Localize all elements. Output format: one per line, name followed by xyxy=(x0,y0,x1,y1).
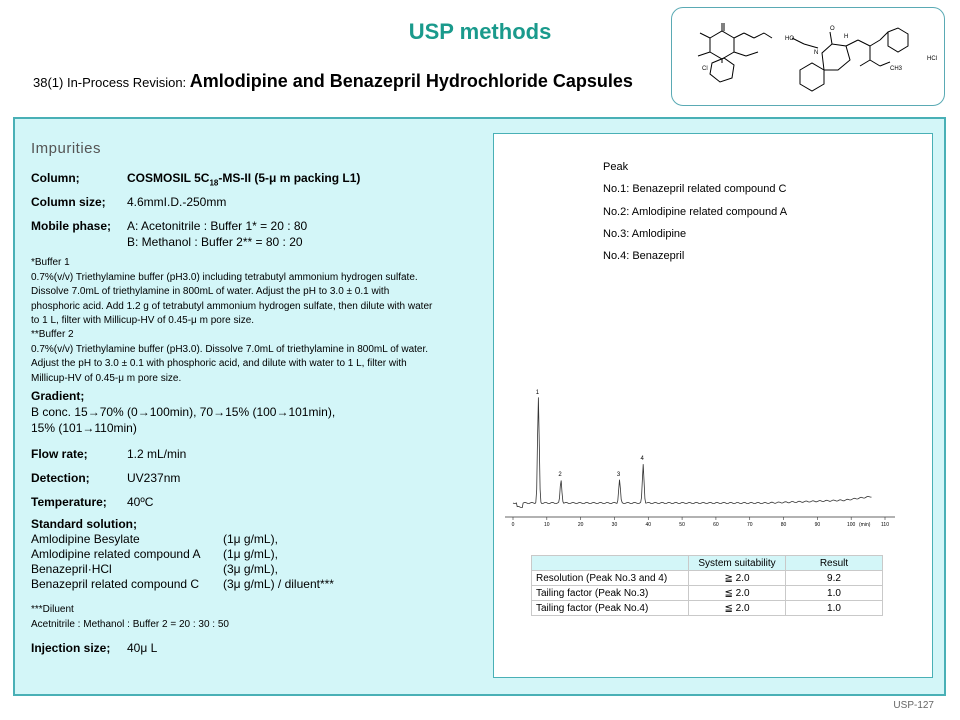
structure-label-o: O xyxy=(830,26,835,32)
chromatogram-chart xyxy=(505,375,905,530)
buffer2-line: Adjust the pH to 3.0 ± 0.1 with phosphoric acid, and dilute with water to 1 L, filter with xyxy=(31,358,407,369)
table-cell: Tailing factor (Peak No.4) xyxy=(532,601,689,616)
standard-item: Benazepril·HCl (3μ g/mL), xyxy=(31,562,278,576)
table-header-cell: Result xyxy=(786,556,883,571)
x-tick-label: 100 xyxy=(847,522,856,528)
standard-item: Benazepril related compound C (3μ g/mL) / diluent*** xyxy=(31,577,334,591)
page-subtitle xyxy=(33,71,633,92)
buffer2-line: 0.7%(v/v) Triethylamine buffer (pH3.0). Dissolve 7.0mL of triethylamine in 800mL of water. xyxy=(31,343,429,355)
x-tick-label: 0 xyxy=(511,522,515,528)
temperature-label: Temperature; xyxy=(31,495,107,509)
column-size-row xyxy=(31,193,226,211)
flow-rate-label: Flow rate; xyxy=(31,447,88,461)
chemical-structure-box xyxy=(671,7,945,106)
peak-legend-item: No.3: Amlodipine xyxy=(603,228,687,240)
peak-legend-item: No.4: Benazepril xyxy=(603,250,685,262)
x-tick-label: 90 xyxy=(814,522,821,528)
column-row xyxy=(31,169,360,187)
table-row xyxy=(532,601,883,616)
x-axis-label: (min) xyxy=(859,522,871,528)
x-tick-label: 30 xyxy=(611,522,618,528)
x-tick-label: 110 xyxy=(881,522,889,528)
table-cell: ≧ 2.0 xyxy=(689,571,786,586)
buffer1-block xyxy=(31,256,432,329)
gradient-label: Gradient; xyxy=(31,389,85,403)
peak-legend-item: No.1: Benazepril related compound C xyxy=(603,183,787,195)
peak-label: 3 xyxy=(616,471,621,478)
table-cell: Tailing factor (Peak No.3) xyxy=(532,586,689,601)
page-title: USP methods xyxy=(408,19,552,44)
structure-label-h: H xyxy=(844,34,849,40)
peak-label: 1 xyxy=(535,390,540,396)
detection-value: UV237nm xyxy=(127,471,181,485)
table-header-cell xyxy=(532,556,689,571)
column-value: COSMOSIL $5C_{18}-MS-II$ (5-μ m packing L1) xyxy=(127,171,361,188)
subtitle-main: Amlodipine and Benazepril Hydrochloride Capsules xyxy=(189,71,633,91)
temperature-row xyxy=(31,493,153,511)
x-tick-label: 70 xyxy=(746,522,753,528)
structure-label-hcl: HCl xyxy=(927,56,937,62)
gradient-line: 15% (101→110min) xyxy=(31,421,137,435)
mobile-phase-label: Mobile phase; xyxy=(31,219,112,233)
injection-row xyxy=(31,639,157,657)
column-size-value: 4.6mmI.D.-250mm xyxy=(127,195,227,209)
x-tick-label: 20 xyxy=(577,522,584,528)
x-tick-label: 10 xyxy=(544,522,550,528)
table-cell: 1.0 xyxy=(786,586,883,601)
diluent-title: ***Diluent xyxy=(31,604,74,615)
detection-label: Detection; xyxy=(31,471,90,485)
detection-row xyxy=(31,469,180,487)
diluent-value: Acetnitrile : Methanol : Buffer 2 = 20 : 30 : 50 xyxy=(31,618,229,630)
standard-item: Amlodipine Besylate (1μ g/mL), xyxy=(31,532,278,546)
mobile-phase-a: A: Acetonitrile : Buffer 1* = 20 : 80 xyxy=(127,219,308,233)
buffer2-title: **Buffer 2 xyxy=(31,329,74,340)
injection-value: 40μ L xyxy=(127,641,158,655)
table-row xyxy=(532,571,883,586)
buffer1-line: phosphoric acid. Add 1.2 g of tetrabutyl ammonium hydrogen sulfate, then dilute with water xyxy=(31,300,433,312)
column-size-label: Column size; xyxy=(31,195,106,209)
table-header-cell: System suitability xyxy=(689,556,786,571)
gradient-line: B conc. 15→70% (0→100min), 70→15% (100→101min), xyxy=(31,405,336,419)
temperature-value: 40ºC xyxy=(127,495,154,509)
standard-solution-block xyxy=(31,517,334,591)
buffer1-line: 0.7%(v/v) Triethylamine buffer (pH3.0) including tetrabutyl ammonium hydrogen sulfate. xyxy=(31,271,418,283)
chromatogram-trace xyxy=(513,397,872,507)
table-cell: Resolution (Peak No.3 and 4) xyxy=(532,571,689,586)
mobile-phase-b: B: Methanol : Buffer 2** = 80 : 20 xyxy=(127,235,303,249)
gradient-block xyxy=(31,389,335,435)
x-tick-label: 50 xyxy=(679,522,685,528)
peak-label: 2 xyxy=(558,471,562,478)
diluent-block xyxy=(31,603,229,632)
peak-legend-item: No.2: Amlodipine related compound A xyxy=(603,206,788,218)
x-tick-label: 40 xyxy=(645,522,652,528)
table-header-row xyxy=(532,556,883,571)
table-cell: ≦ 2.0 xyxy=(689,601,786,616)
peak-label: 4 xyxy=(640,456,644,463)
buffer2-line: Millicup-HV of 0.45-μ m pore size. xyxy=(31,372,182,384)
system-suitability-table xyxy=(531,555,883,616)
peak-legend-title: Peak xyxy=(603,161,629,173)
standard-solution-label: Standard solution; xyxy=(31,517,137,531)
flow-rate-row xyxy=(31,445,186,463)
buffer1-line: Dissolve 7.0mL of triethylamine in 800mL of water. Adjust the pH to 3.0 ± 0.1 with xyxy=(31,286,390,297)
page-number: USP-127 xyxy=(893,700,934,711)
table-cell: ≦ 2.0 xyxy=(689,586,786,601)
impurities-heading: Impurities xyxy=(31,140,102,157)
column-label: Column; xyxy=(31,171,80,185)
injection-label: Injection size; xyxy=(31,641,111,655)
buffer2-block xyxy=(31,328,428,386)
buffer1-line: to 1 L, filter with Millicup-HV of 0.45-μ m pore size. xyxy=(31,315,255,326)
structure-label-ch3: CH3 xyxy=(890,66,903,72)
buffer1-title: *Buffer 1 xyxy=(31,257,70,268)
chemical-structure-image xyxy=(672,8,944,105)
structure-label-ho: HO xyxy=(785,36,794,42)
x-tick-label: 60 xyxy=(713,522,719,528)
flow-rate-value: 1.2 mL/min xyxy=(127,447,187,461)
table-row xyxy=(532,586,883,601)
table-cell: 1.0 xyxy=(786,601,883,616)
standard-item: Amlodipine related compound A (1μ g/mL), xyxy=(31,547,278,561)
x-tick-label: 80 xyxy=(780,522,787,528)
structure-label-cl: Cl xyxy=(702,66,708,72)
subtitle-prefix: 38(1) In-Process Revision: xyxy=(33,75,187,90)
structure-label-n: N xyxy=(814,50,819,56)
table-cell: 9.2 xyxy=(786,571,883,586)
